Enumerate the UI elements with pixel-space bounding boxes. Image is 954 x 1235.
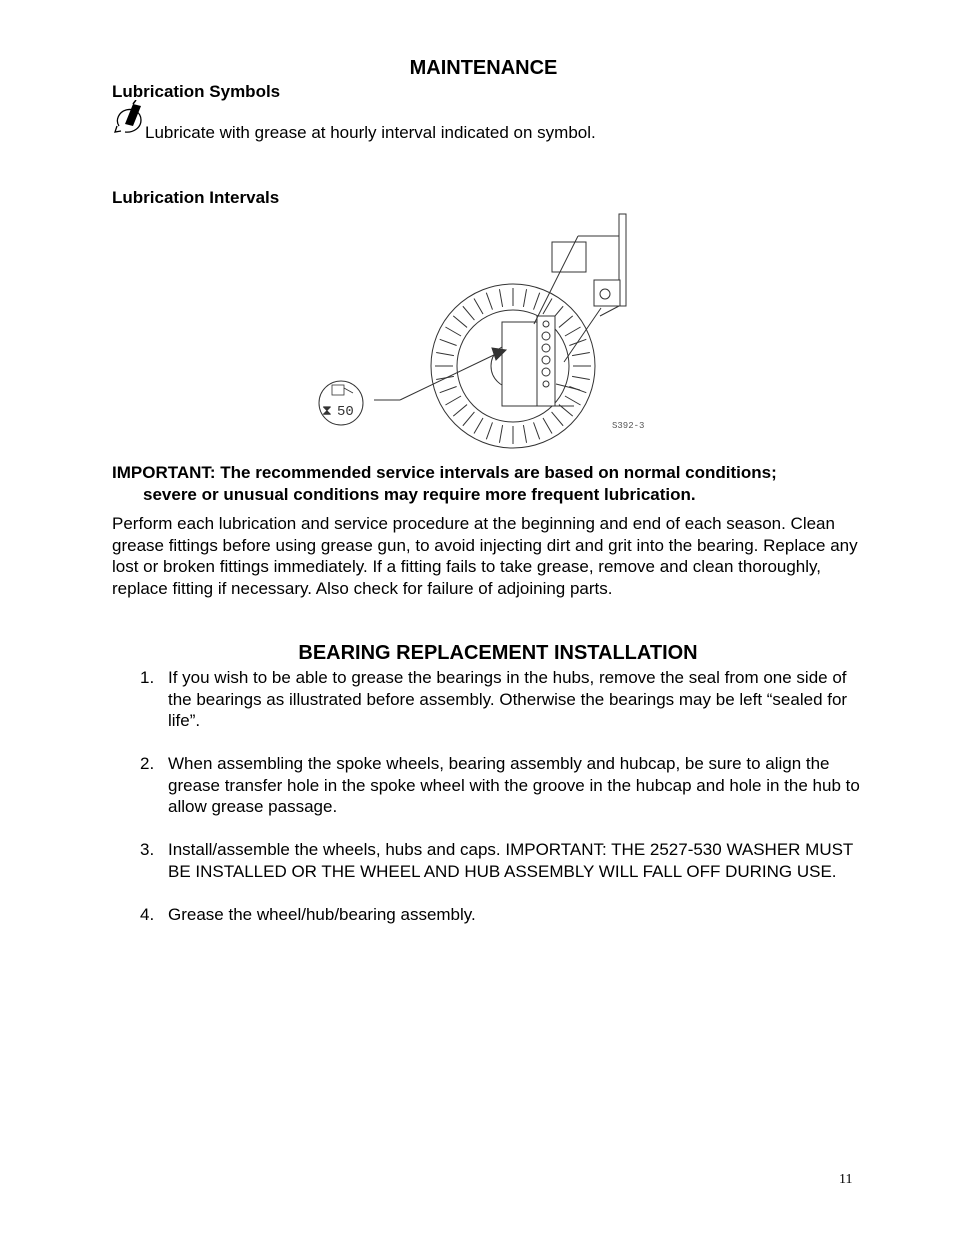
- installation-steps-list: [140, 667, 860, 947]
- lubrication-symbol-description: Lubricate with grease at hourly interval indicated on symbol.: [145, 123, 596, 142]
- wheel-spoke: [552, 412, 564, 426]
- wheel-spoke: [486, 293, 492, 310]
- wheel-spoke: [486, 422, 492, 439]
- step-text: Grease the wheel/hub/bearing assembly.: [168, 904, 476, 924]
- wheel-spoke: [474, 418, 483, 434]
- maintenance-title: MAINTENANCE: [409, 57, 558, 79]
- wheel-spoke: [440, 387, 457, 393]
- wheel-spoke: [453, 405, 467, 417]
- wheel-spoke: [445, 327, 461, 336]
- step-number: 1.: [140, 668, 155, 687]
- wheel-spoke: [463, 306, 475, 320]
- step-number: 4.: [140, 904, 155, 924]
- grease-gun-symbol-icon: [111, 100, 147, 140]
- list-item: [140, 667, 860, 732]
- important-notice-line1: IMPORTANT: The recommended service intervals are based on normal conditions;: [112, 463, 777, 482]
- wheel-spoke: [543, 418, 552, 434]
- wheel-spoke: [572, 352, 590, 355]
- important-notice-line2: severe or unusual conditions may require more frequent lubrication.: [143, 484, 696, 504]
- interval-hours-label: 50: [337, 404, 354, 420]
- hour-glass-icon: ⧗: [322, 404, 332, 420]
- step-number: 3.: [140, 840, 155, 859]
- wheel-spoke: [565, 327, 581, 336]
- lubrication-symbols-heading: Lubrication Symbols: [112, 82, 281, 101]
- wheel-spoke: [559, 316, 573, 328]
- mounting-bracket-drawing: [502, 214, 626, 406]
- wheel-spoke: [572, 376, 590, 379]
- lubrication-intervals-heading: Lubrication Intervals: [112, 188, 280, 207]
- important-notice: [112, 462, 872, 505]
- wheel-spoke: [499, 425, 502, 443]
- spoke-wheel-lubrication-figure: [316, 212, 656, 452]
- wheel-spoke: [534, 422, 540, 439]
- wheel-spoke: [474, 298, 483, 314]
- wheel-spoke: [440, 339, 457, 345]
- step-text: Install/assemble the wheels, hubs and caps. IMPORTANT: THE 2527-530 WASHER MUST BE INSTALLED OR THE WHEEL AND HUB ASSEMBLY WILL FALL OFF DURING USE.: [168, 840, 854, 881]
- bearing-replacement-title: BEARING REPLACEMENT INSTALLATION: [298, 642, 698, 664]
- list-item: [140, 753, 860, 818]
- step-text: When assembling the spoke wheels, bearing assembly and hubcap, be sure to align the grease transfer hole in the spoke wheel with the groove in the hubcap and hole in the hub to allow grease passage.: [168, 754, 860, 816]
- wheel-spoke: [436, 352, 454, 355]
- wheel-spoke: [523, 425, 526, 443]
- wheel-spoke: [445, 396, 461, 405]
- wheel-spoke: [499, 289, 502, 307]
- step-number: 2.: [140, 754, 155, 773]
- wheel-spoke: [463, 412, 475, 426]
- wheel-spoke: [543, 298, 552, 314]
- figure-code-label: S392-3: [612, 421, 645, 431]
- list-item: [140, 839, 860, 882]
- wheel-spoke: [453, 316, 467, 328]
- wheel-spoke: [523, 289, 526, 307]
- service-procedure-paragraph: Perform each lubrication and service procedure at the beginning and end of each season. Clean grease fittings before using grease gun, to avoid injecting dirt and grit into the bearing. Replace any lost or broken fittings immediately. If a fitting fails to take grease, remove and clean thoroughly, replace fitting if necessary. Also check for failure of adjoining parts.: [112, 514, 858, 598]
- page-number: 11: [839, 1172, 853, 1187]
- step-text: If you wish to be able to grease the bearings in the hubs, remove the seal from one side of the bearings as illustrated before assembly. Otherwise the bearings may be left “sealed for life”.: [168, 668, 848, 730]
- list-item: [140, 904, 860, 926]
- wheel-spoke: [534, 293, 540, 310]
- wheel-spoke: [565, 396, 581, 405]
